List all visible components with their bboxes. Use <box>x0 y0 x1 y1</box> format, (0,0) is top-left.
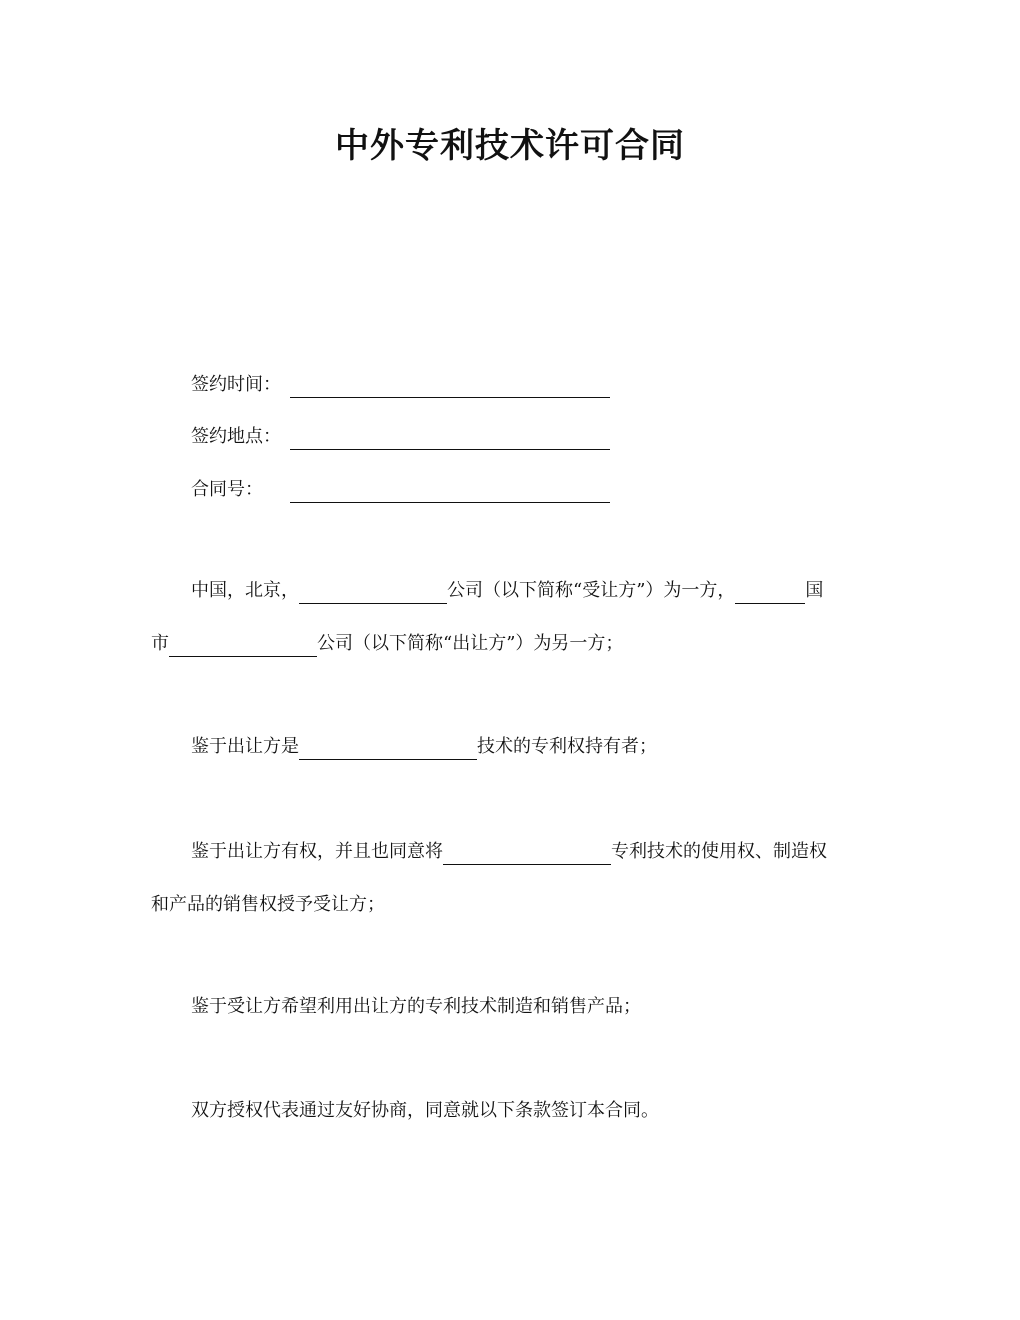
parties-text: 市 <box>151 633 169 654</box>
sign-time-blank[interactable] <box>290 377 610 398</box>
whereas-clause-3: 鉴于受让方希望利用出让方的专利技术制造和销售产品； <box>191 996 641 1017</box>
sign-place-blank[interactable] <box>290 429 610 450</box>
whereas-clause-2-continued <box>151 892 385 918</box>
whereas-text: 技术的专利权持有者； <box>477 736 657 757</box>
patent-technology-blank[interactable] <box>443 844 611 865</box>
contract-number-blank[interactable] <box>290 482 610 503</box>
whereas-text: 鉴于出让方是 <box>191 736 299 757</box>
parties-text: 公司（以下简称“出让方”）为另一方； <box>317 633 624 654</box>
parties-line-1 <box>191 578 823 604</box>
contract-number-field <box>191 477 610 503</box>
document-title: 中外专利技术许可合同 <box>335 126 685 166</box>
whereas-clause-2 <box>191 839 827 865</box>
contract-number-label: 合同号： <box>191 479 263 500</box>
parties-text: 中国，北京， <box>191 580 299 601</box>
technology-name-blank[interactable] <box>299 739 477 760</box>
agreement-statement: 双方授权代表通过友好协商，同意就以下条款签订本合同。 <box>191 1100 659 1121</box>
parties-text: 公司（以下简称“受让方”）为一方， <box>447 580 736 601</box>
sign-place-field <box>191 424 610 450</box>
licensor-company-blank[interactable] <box>169 636 317 657</box>
parties-line-2 <box>151 631 623 657</box>
sign-time-label: 签约时间： <box>191 374 281 395</box>
licensee-company-blank[interactable] <box>299 583 447 604</box>
licensor-country-blank[interactable] <box>735 583 805 604</box>
whereas-text: 鉴于出让方有权，并且也同意将 <box>191 841 443 862</box>
sign-place-label: 签约地点： <box>191 426 281 447</box>
whereas-text: 专利技术的使用权、制造权 <box>611 841 827 862</box>
sign-time-field <box>191 372 610 398</box>
whereas-clause-1 <box>191 734 657 760</box>
whereas-text: 和产品的销售权授予受让方； <box>151 894 385 915</box>
parties-text: 国 <box>805 580 824 601</box>
